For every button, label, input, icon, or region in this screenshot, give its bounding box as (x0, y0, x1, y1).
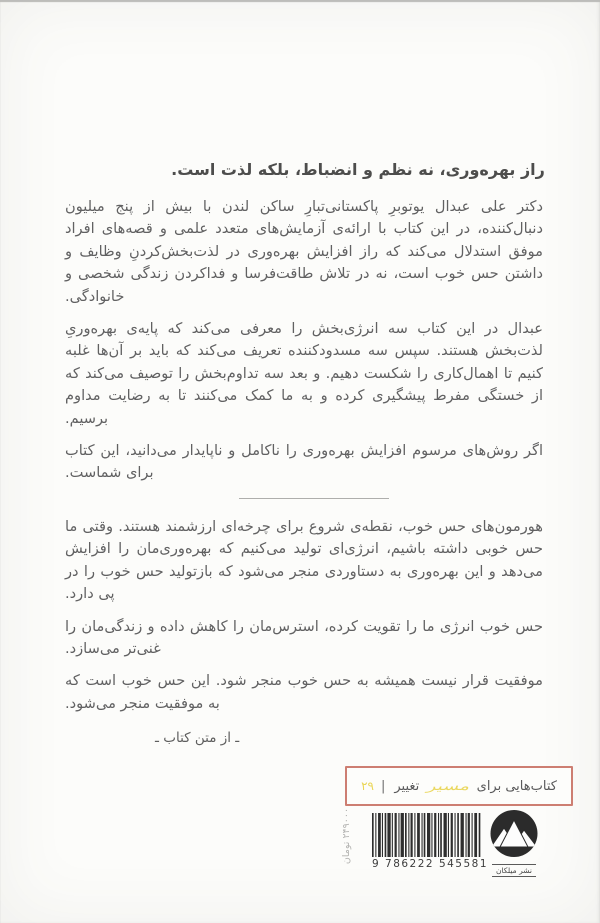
series-word: تغییر (394, 778, 420, 794)
publisher-name: نشر میلکان (492, 864, 536, 877)
paragraph: هورمون‌های حس خوب، نقطه‌ی شروع برای چرخه‌ای ارزشمند هستند. وقتی ما حس خوبی داشته باشیم، انرژی‌ای تولید می‌کنیم که بهره‌وری‌مان را افزایش می‌دهد و این بهره‌وری به دستاوردی منجر می‌شود که بازتولید حس خوب را در پی دارد. (65, 517, 543, 603)
barcode (372, 813, 489, 870)
paragraph: اگر روش‌های مرسوم افزایش بهره‌وری را ناکامل و ناپایدار می‌دانید، این کتاب برای شماست. (65, 442, 543, 482)
price-vertical: ۲۴۹۰۰۰ تومان (341, 807, 352, 865)
mountain-logo-icon (489, 809, 539, 858)
attribution: ـ از متن کتاب ـ (155, 730, 240, 747)
series-separator: | (380, 778, 386, 794)
series-box (345, 766, 573, 806)
series-label: کتاب‌هایی برای (476, 778, 557, 794)
barcode-digits: 9 786222 545581 (372, 858, 489, 870)
series-number: ۲۹ (361, 779, 374, 793)
paragraph: دکتر علی عبدال یوتوبرِ پاکستانی‌تبارِ ساکن لندن با بیش از پنج میلیون دنبال‌کننده، در این کتاب با ارائه‌ی آزمایش‌های متعدد علمی و قصه‌های افراد موفق استدلال می‌کند که راز افزایش بهره‌وری در لذت‌بخش‌کردنِ وظایف و داشتن حس خوب است، نه در تلاش طاقت‌فرسا و فداکردن زندگی شخصی و خانوادگی. (65, 198, 543, 305)
barcode-bars-icon (372, 813, 482, 857)
paragraph: حس خوب انرژی ما را تقویت کرده، استرس‌مان را کاهش داده و زندگی‌مان را غنی‌تر می‌سازد. (65, 617, 543, 657)
series-script-accent: مسیر (426, 779, 470, 793)
paragraph: عبدال در این کتاب سه انرژی‌بخش را معرفی می‌کند که پایه‌ی بهره‌وریِ لذت‌بخش هستند. سپس سه مسدودکننده تعریف می‌کند که باید بر آن‌ها غلبه کنیم تا اهمال‌کاری را شکست دهیم. و بعد سه تداوم‌بخش را توصیف می‌کند که از خستگی مفرط پیشگیری کرده و به ما کمک می‌کنند تا به رضایت مداوم برسیم. (65, 320, 543, 427)
paragraph: موفقیت قرار نیست همیشه به حس خوب منجر شود. این حس خوب است که به موفقیت منجر می‌شود. (65, 672, 543, 712)
section-divider (239, 498, 389, 499)
headline: راز بهره‌وری، نه نظم و انضباط، بلکه لذت است. (171, 160, 545, 179)
publisher-logo (486, 809, 542, 877)
blurb-text-block (65, 196, 543, 750)
